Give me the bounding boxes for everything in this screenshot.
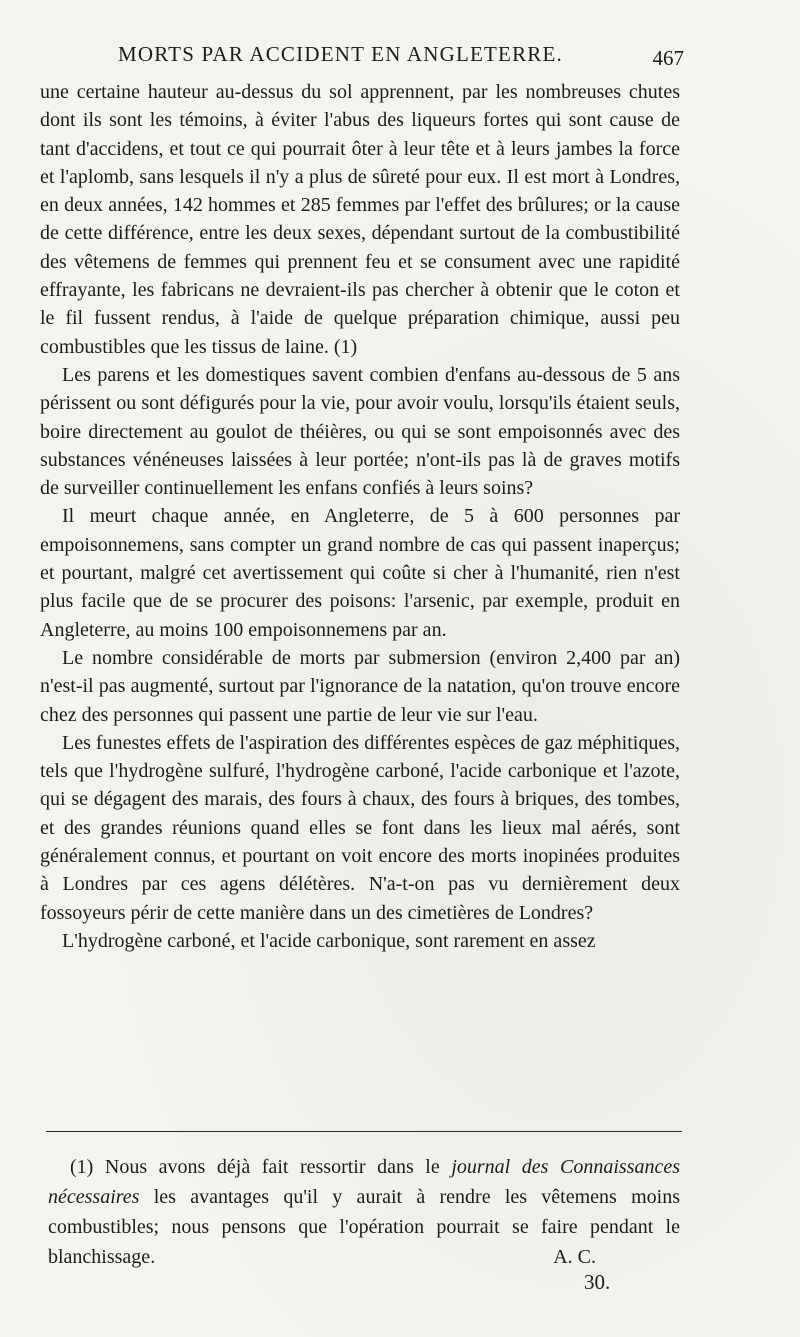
page-number: 467 <box>652 46 684 70</box>
footnote-marker: (1) <box>70 1156 94 1178</box>
paragraph-6: L'hydrogène carboné, et l'acide carbonique, sont rarement en assez <box>62 929 596 952</box>
footnote-rule <box>46 1131 682 1132</box>
footnote-text-after: les avantages qu'il y aurait à rendre les vêtemens moins combustibles; nous pensons que l'opération pourrait se faire pendant le blanchissage. <box>48 1186 680 1268</box>
paragraph-2: Les parens et les domestiques savent combien d'enfans au-dessous de 5 ans périssent ou sont défigurés pour la vie, pour avoir voulu, lorsqu'ils étaient seuls, boire directement au goulot de théières, ou qui se sont empoisonnés avec des substances vénéneuses laissées à leur portée; n'ont-ils pas là de graves motifs de surveiller continuellement les enfans confiés à leurs soins? <box>40 363 680 500</box>
paragraph-3: Il meurt chaque année, en Angleterre, de 5 à 600 personnes par empoisonnemens, sans compter un grand nombre de cas qui passent inaperçus; et pourtant, malgré cet avertissement qui coûte si cher à l'humanité, rien n'est plus facile que de se procurer des poisons: l'arsenic, par exemple, produit en Angleterre, au moins 100 empoisonnemens par an. <box>40 505 680 641</box>
footnote-signature: A. C. <box>553 1246 596 1268</box>
running-head <box>40 42 684 72</box>
paragraph-5: Les funestes effets de l'aspiration des différentes espèces de gaz méphitiques, tels que l'hydrogène sulfuré, l'hydrogène carboné, l'acide carbonique et l'azote, qui se dégagent des marais, des fours à chaux, des fours à briques, des tombes, et des grandes réunions quand elles se font dans les lieux mal aérés, sont généralement connus, et pourtant on voit encore des morts inopinées produites à Londres par ces agens délétères. N'a-t-on pas vu dernièrement deux fossoyeurs périr de cette manière dans un des cimetières de Londres? <box>40 731 680 924</box>
signature-mark: 30. <box>584 1270 611 1294</box>
footnote <box>48 1152 680 1272</box>
body-text <box>40 78 680 955</box>
paragraph-4: Le nombre considérable de morts par submersion (environ 2,400 par an) n'est-il pas augmenté, surtout par l'ignorance de la natation, qu'on trouve encore chez des personnes qui passent une partie de leur vie sur l'eau. <box>40 646 680 726</box>
footnote-paragraph <box>48 1152 680 1272</box>
running-title: MORTS PAR ACCIDENT EN ANGLETERRE. <box>118 42 563 66</box>
footnote-journal-title: journal des Connaissances nécessaires <box>48 1156 680 1208</box>
paragraph-1: une certaine hauteur au-dessus du sol apprennent, par les nombreuses chutes dont ils sont les témoins, à éviter l'abus des liqueurs fortes qui sont cause de tant d'accidens, et tout ce qui pourrait ôter à leur tête et à leurs jambes la force et l'aplomb, sans lesquels il n'y a plus de sûreté pour eux. Il est mort à Londres, en deux années, 142 hommes et 285 femmes par l'effet des brûlures; or la cause de cette différence, entre les deux sexes, dépendant surtout de la combustibilité des vêtemens de femmes qui prennent feu et se consument avec une rapidité effrayante, les fabricans ne devraient-ils pas chercher à obtenir que le coton et le fil fussent rendus, à l'aide de quelque préparation chimique, aussi peu combustibles que les tissus de laine. (1) <box>40 81 680 358</box>
footnote-text-before: Nous avons déjà fait ressortir dans le <box>93 1156 452 1178</box>
